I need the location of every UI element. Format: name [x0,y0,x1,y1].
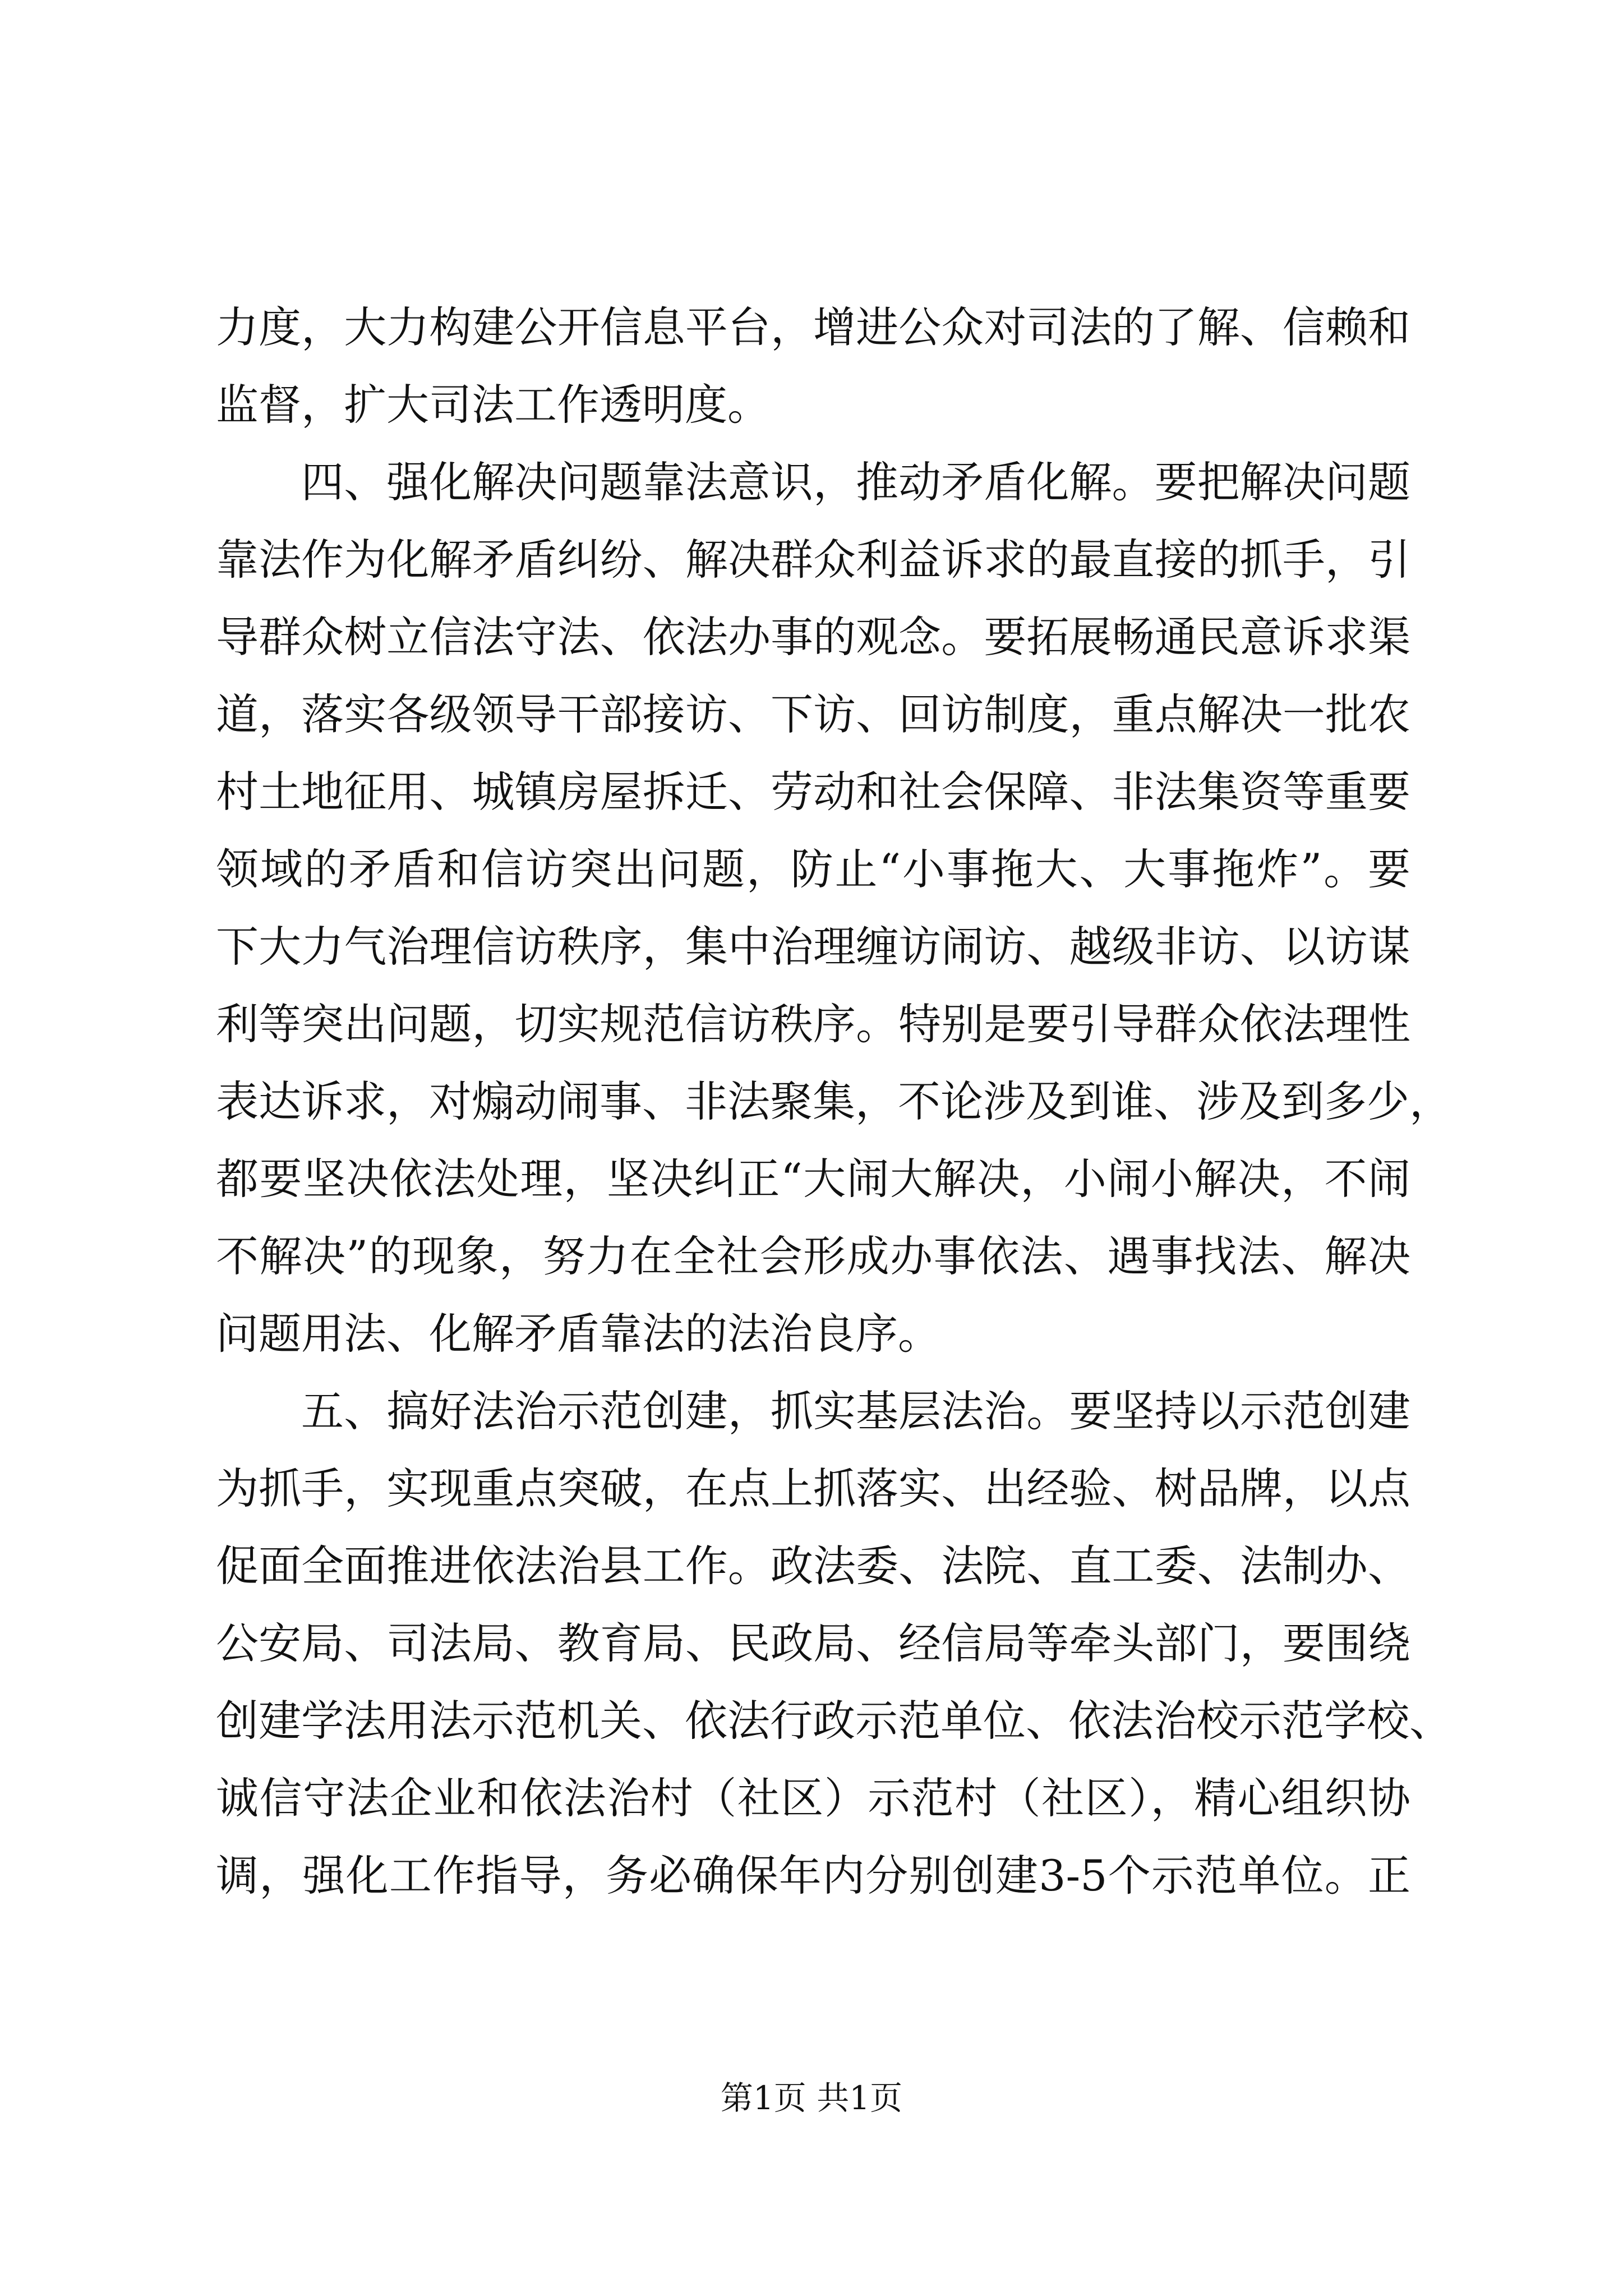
text-line: 公安局、司法局、教育局、民政局、经信局等牵头部门，要围绕 [216,1618,1410,1668]
document-body [216,289,1452,1915]
text-line: 表达诉求，对煽动闹事、非法聚集，不论涉及到谁、涉及到多少， [216,1076,1452,1126]
text-line: 下大力气治理信访秩序，集中治理缠访闹访、越级非访、以访谋 [216,922,1410,972]
text-line: 监督，扩大司法工作透明度。 [216,380,770,430]
text-line: 靠法作为化解矛盾纠纷、解决群众利益诉求的最直接的抓手，引 [216,535,1410,585]
text-line: 力度，大力构建公开信息平台，增进公众对司法的了解、信赖和 [216,302,1410,352]
text-line: 领域的矛盾和信访突出问题，防止“小事拖大、大事拖炸”。要 [216,844,1410,894]
text-line: 促面全面推进依法治县工作。政法委、法院、直工委、法制办、 [216,1541,1410,1591]
text-line: 调，强化工作指导，务必确保年内分别创建3-5个示范单位。正 [216,1851,1410,1901]
text-line: 为抓手，实现重点突破，在点上抓落实、出经验、树品牌，以点 [216,1464,1410,1513]
text-line: 诚信守法企业和依法治村（社区）示范村（社区），精心组织协 [216,1773,1410,1823]
paragraph-start-line: 五、搞好法治示范创建，抓实基层法治。要坚持以示范创建 [301,1386,1410,1436]
text-line: 都要坚决依法处理，坚决纠正“大闹大解决，小闹小解决，不闹 [216,1154,1410,1204]
text-line: 不解决”的现象，努力在全社会形成办事依法、遇事找法、解决 [216,1231,1410,1281]
text-line: 道，落实各级领导干部接访、下访、回访制度，重点解决一批农 [216,689,1410,739]
paragraph-start-line: 四、强化解决问题靠法意识，推动矛盾化解。要把解决问题 [301,457,1410,507]
page-number-footer: 第1页 共1页 [720,2079,903,2117]
text-line: 村土地征用、城镇房屋拆迁、劳动和社会保障、非法集资等重要 [216,767,1410,817]
text-line: 导群众树立信法守法、依法办事的观念。要拓展畅通民意诉求渠 [216,612,1410,662]
text-line: 创建学法用法示范机关、依法行政示范单位、依法治校示范学校、 [216,1696,1452,1746]
text-line: 问题用法、化解矛盾靠法的法治良序。 [216,1309,940,1359]
text-line: 利等突出问题，切实规范信访秩序。特别是要引导群众依法理性 [216,999,1410,1049]
